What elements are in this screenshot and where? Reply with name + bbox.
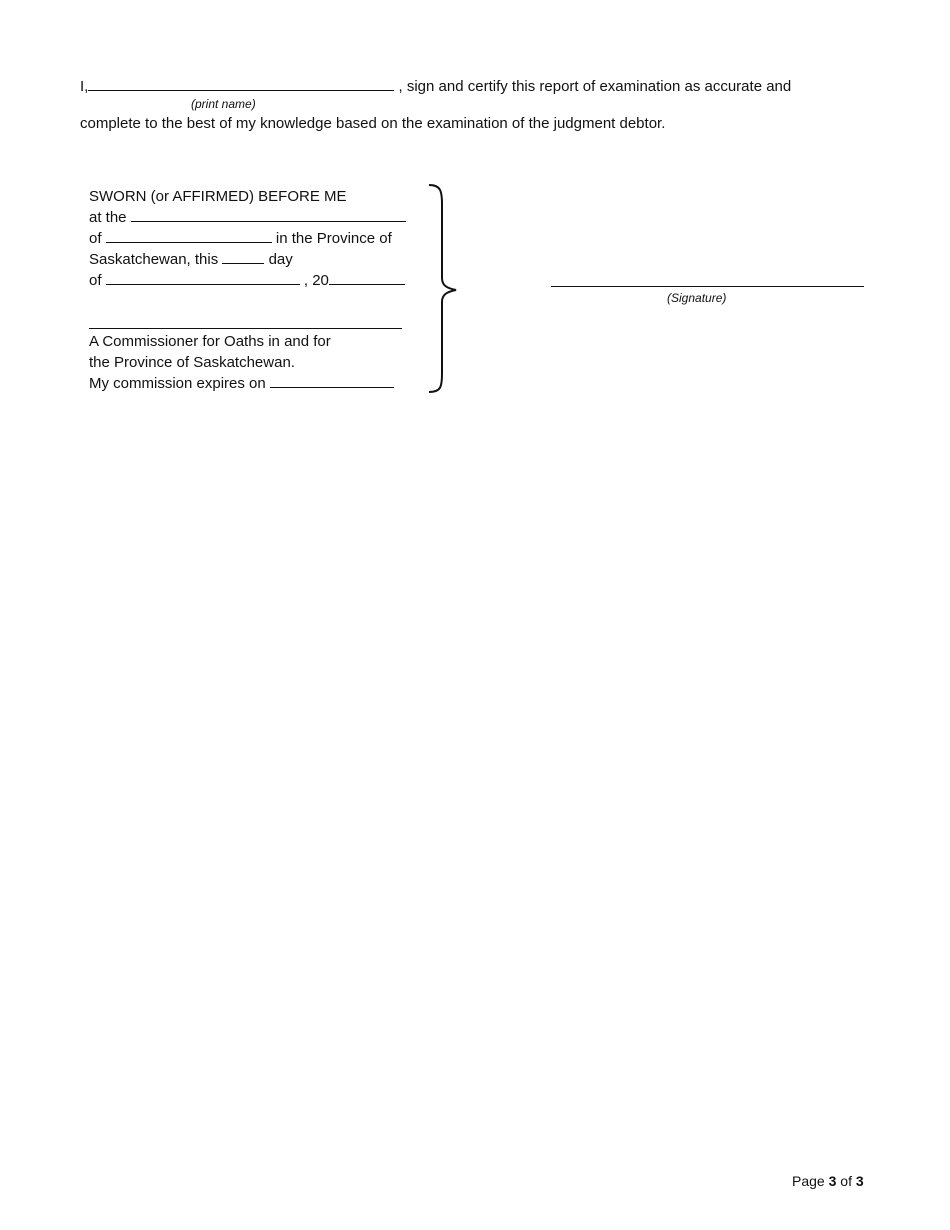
jurat-block bbox=[89, 186, 406, 291]
jurat-day-row bbox=[89, 249, 406, 270]
jurat-year-field[interactable] bbox=[329, 270, 405, 285]
jurat-year-prefix: , 20 bbox=[303, 272, 329, 289]
certification-suffix: , sign and certify this report of examination as accurate and bbox=[398, 78, 792, 95]
jurat-saskatchewan-label: Saskatchewan, this bbox=[89, 251, 219, 268]
total-pages: 3 bbox=[855, 1173, 864, 1189]
print-name-caption: (print name) bbox=[191, 97, 256, 111]
commissioner-line-1: A Commissioner for Oaths in and for bbox=[89, 333, 331, 350]
jurat-day-label: day bbox=[268, 251, 293, 268]
jurat-province-label: in the Province of bbox=[275, 230, 392, 247]
deponent-signature-line[interactable] bbox=[551, 286, 864, 287]
page-number bbox=[792, 1173, 864, 1189]
jurat-of-row bbox=[89, 228, 406, 249]
commissioner-block bbox=[89, 331, 394, 394]
page-label: Page bbox=[792, 1173, 825, 1189]
print-name-field[interactable] bbox=[88, 76, 394, 91]
jurat-at-label: at the bbox=[89, 209, 127, 226]
jurat-at-row bbox=[89, 207, 406, 228]
jurat-municipality-field[interactable] bbox=[106, 228, 272, 243]
signature-caption: (Signature) bbox=[667, 291, 727, 305]
commissioner-signature-line[interactable] bbox=[89, 328, 402, 329]
commission-expiry-field[interactable] bbox=[270, 373, 394, 388]
jurat-day-field[interactable] bbox=[222, 249, 264, 264]
certification-line-2: complete to the best of my knowledge based on the examination of the judgment debtor. bbox=[80, 115, 666, 132]
jurat-of2-label: of bbox=[89, 272, 102, 289]
page-of-label: of bbox=[840, 1173, 852, 1189]
curly-brace-icon bbox=[424, 182, 464, 396]
jurat-of-label: of bbox=[89, 230, 102, 247]
commission-expiry-row bbox=[89, 373, 394, 394]
commissioner-line-2: the Province of Saskatchewan. bbox=[89, 354, 295, 371]
commission-expiry-label: My commission expires on bbox=[89, 375, 266, 392]
jurat-month-row bbox=[89, 270, 406, 291]
certification-prefix: I, bbox=[80, 78, 89, 95]
current-page: 3 bbox=[828, 1173, 837, 1189]
certification-line-1 bbox=[80, 76, 791, 96]
jurat-location-field[interactable] bbox=[131, 207, 406, 222]
jurat-month-field[interactable] bbox=[106, 270, 300, 285]
jurat-sworn-line: SWORN (or AFFIRMED) BEFORE ME bbox=[89, 188, 347, 205]
